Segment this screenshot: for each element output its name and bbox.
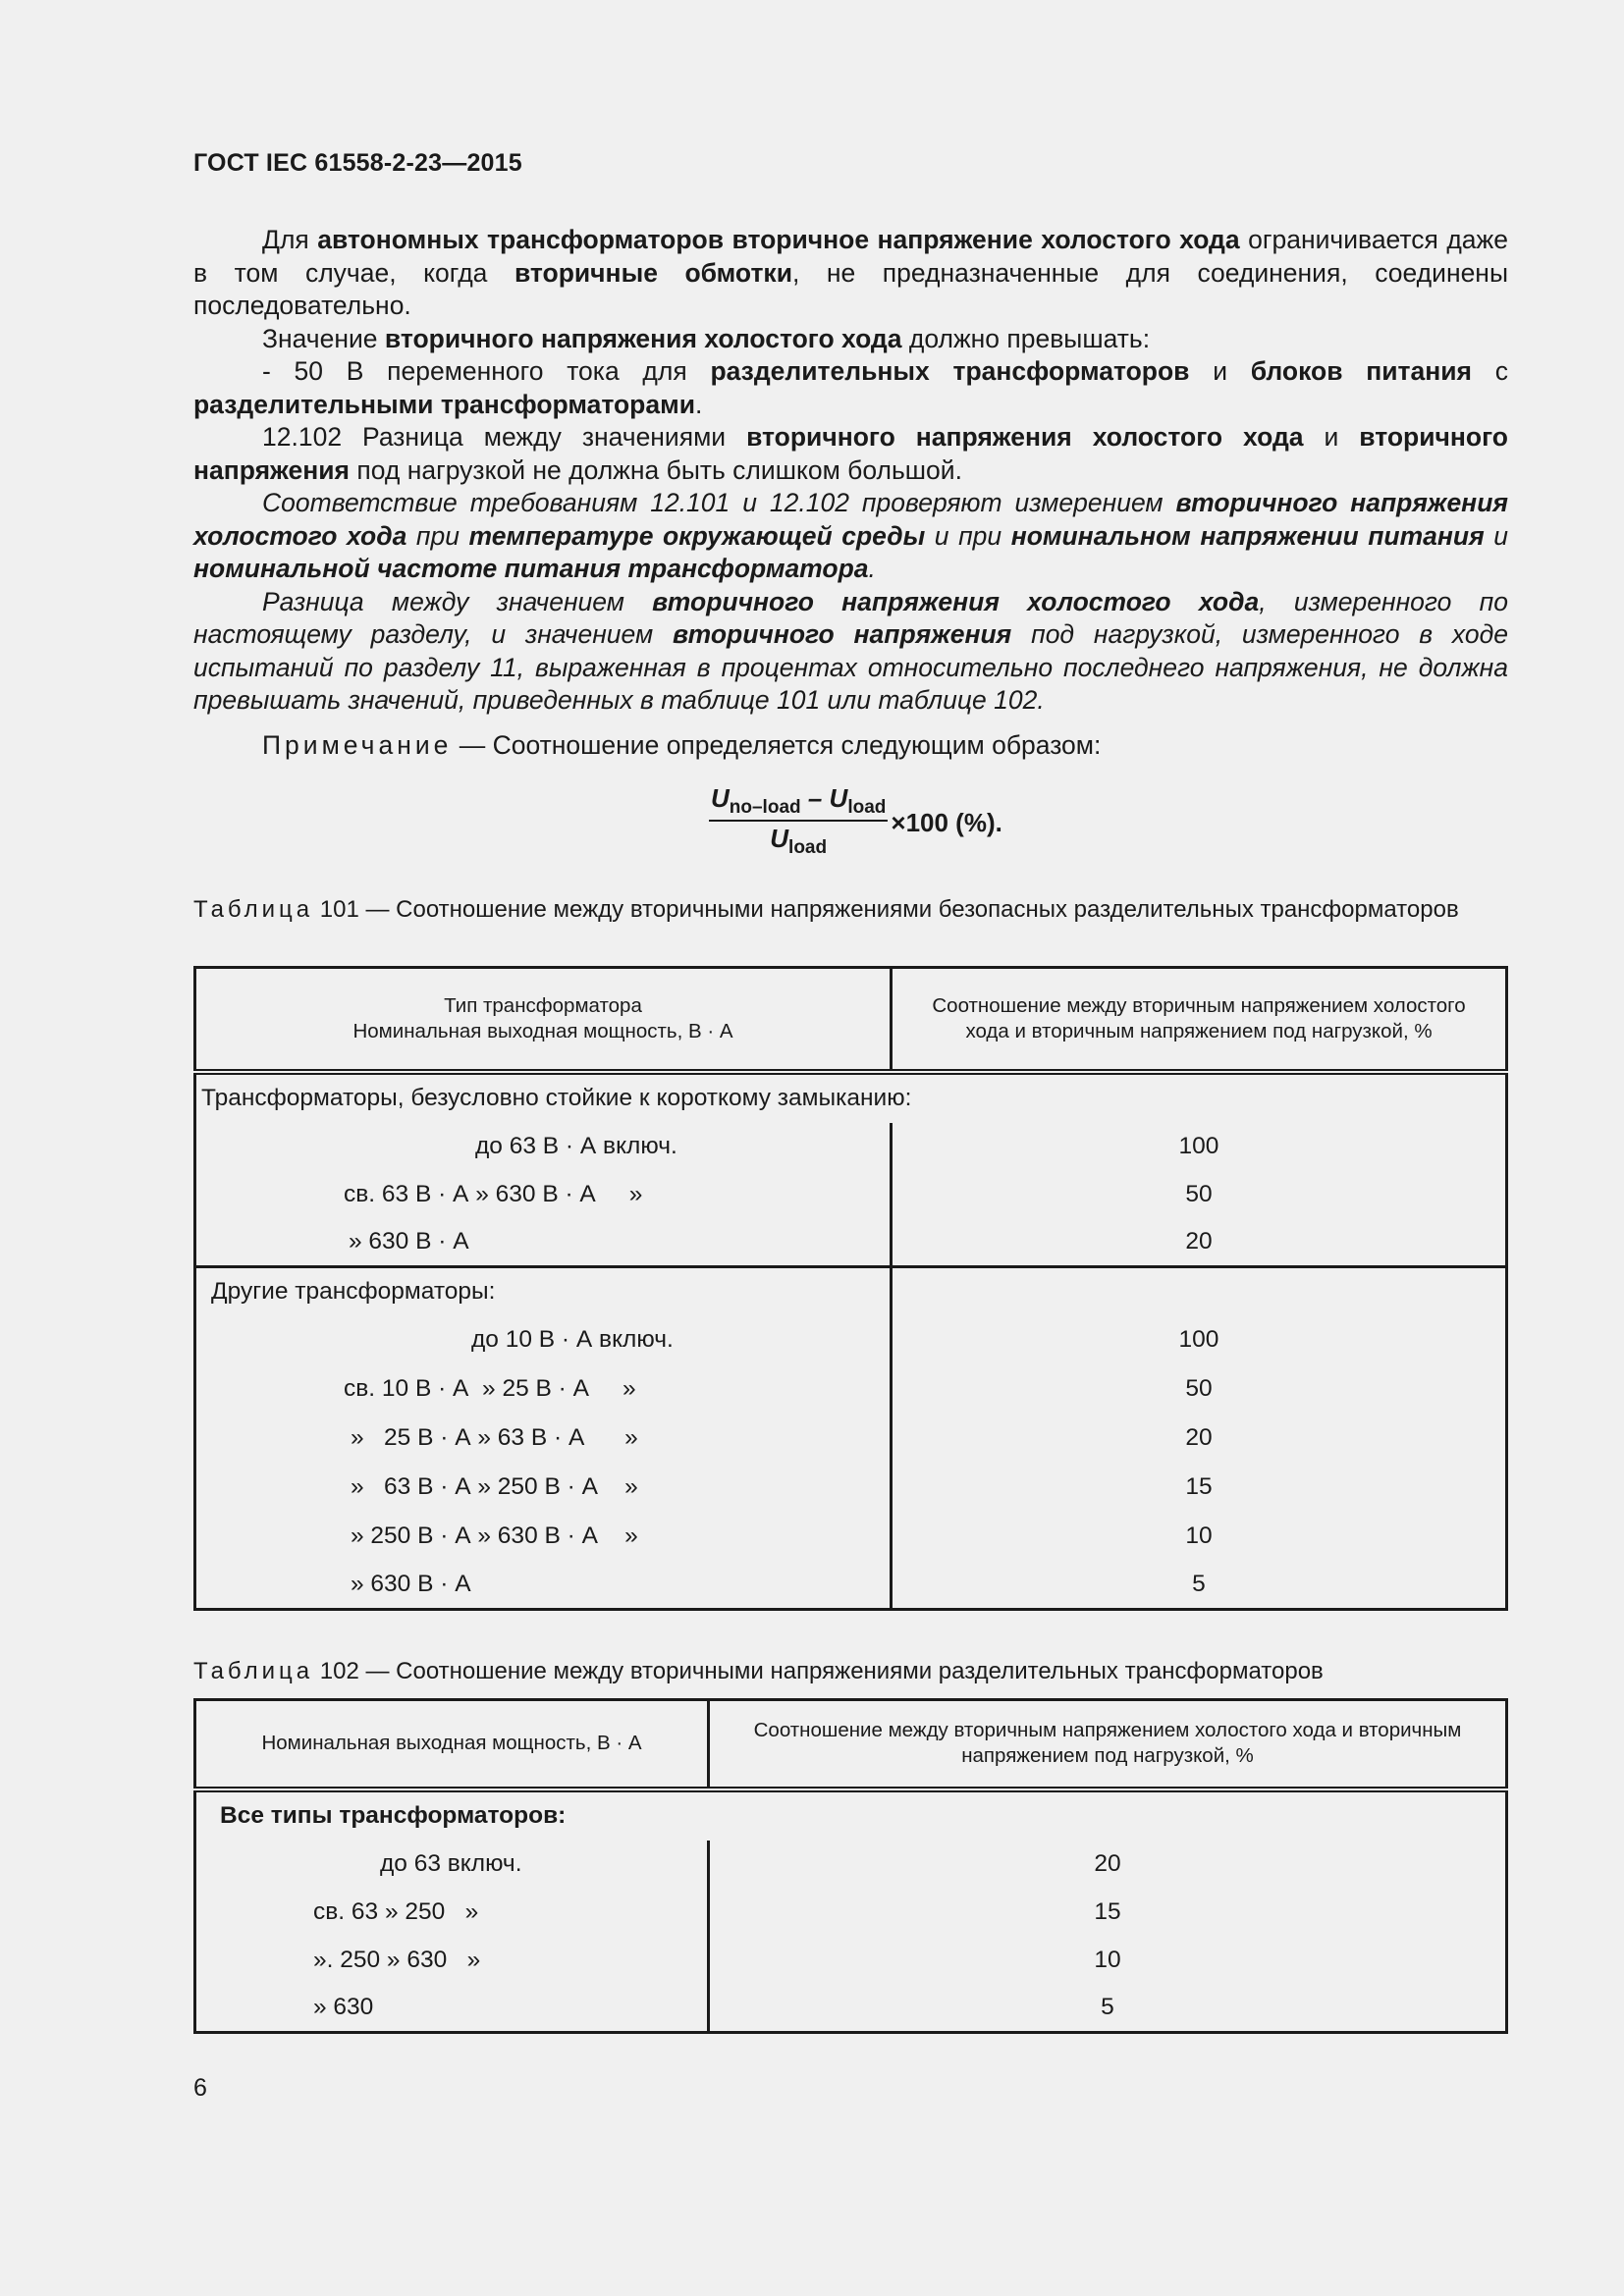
table-102-header-power: Номинальная выходная мощность, В · А	[195, 1700, 709, 1789]
body-text	[193, 224, 1508, 762]
row-label: до 63 В · А включ.	[195, 1123, 892, 1171]
formula-numerator: $U_{no-load} - U_{load}$	[709, 783, 888, 822]
row-label: ». 250 » 630 »	[195, 1937, 709, 1985]
row-value: 10	[1185, 1522, 1213, 1549]
row-label: » 630 В · А	[195, 1561, 892, 1610]
row-label: » 63 В · А » 250 В · А »	[195, 1463, 892, 1512]
table-102-caption: Таблица 102 — Соотношение между вторичными напряжениями разделительных трансформаторов	[193, 1658, 1324, 1684]
note	[193, 729, 1508, 763]
row-label: до 63 включ.	[195, 1841, 709, 1889]
table-101-group-row	[195, 1267, 1507, 1315]
document-header: ГОСТ IEC 61558-2-23—2015	[193, 149, 522, 177]
table-row	[195, 1561, 1507, 1610]
table-102	[193, 1698, 1508, 2034]
row-label: до 10 В · А включ.	[195, 1315, 892, 1364]
table-row	[195, 1219, 1507, 1267]
row-label: » 630	[195, 1985, 709, 2033]
formula-fraction	[709, 783, 888, 859]
row-label: св. 63 » 250 »	[195, 1889, 709, 1937]
note-text: — Соотношение определяется следующим образом:	[452, 729, 1102, 760]
table-102-group-all-types: Все типы трансформаторов:	[220, 1802, 567, 1829]
table-row	[195, 1463, 1507, 1512]
row-value: 50	[1185, 1374, 1213, 1402]
table-row	[195, 1414, 1507, 1463]
row-value: 5	[1101, 1994, 1114, 2021]
table-101-group-other: Другие трансформаторы:	[195, 1267, 892, 1315]
row-label: » 250 В · А » 630 В · А »	[195, 1512, 892, 1561]
page-number: 6	[193, 2074, 207, 2102]
row-value: 15	[1185, 1472, 1213, 1500]
row-value: 20	[1185, 1228, 1213, 1255]
table-101-header-ratio: Соотношение между вторичным напряжением холостого хода и вторичным напряжением под нагрузкой, %	[932, 993, 1466, 1042]
ratio-formula	[709, 783, 1002, 859]
row-value: 5	[1192, 1570, 1206, 1597]
row-value: 10	[1094, 1947, 1121, 1973]
row-value: 100	[1178, 1133, 1219, 1159]
table-101-header-type: Тип трансформатора Номинальная выходная мощность, В · А	[195, 968, 892, 1072]
formula-multiplier: ×100 (%).	[891, 808, 1002, 838]
paragraph-5: Соответствие требованиям 12.101 и 12.102 проверяют измерением вторичного напряжения холостого хода при температуре окружающей среды и при номинальном напряжении питания и номинальной частоте питания трансформатора.	[193, 488, 1508, 583]
table-row	[195, 1364, 1507, 1414]
table-101-group-short-circuit-proof: Трансформаторы, безусловно стойкие к короткому замыканию:	[201, 1085, 912, 1111]
table-row	[195, 1315, 1507, 1364]
table-101-group-row	[195, 1072, 1507, 1123]
table-102-group-row	[195, 1789, 1507, 1841]
paragraph-6: Разница между значением вторичного напряжения холостого хода, измеренного по настоящему разделу, и значением вторичного напряжения под нагрузкой, измеренного в ходе испытаний по разделу 11, выраженная в процентах относительно последнего напряжения, не должна превышать значений, приведенных в таблице 101 или таблице 102.	[193, 586, 1508, 715]
row-value: 100	[1178, 1325, 1219, 1353]
table-102-header-ratio: Соотношение между вторичным напряжением холостого хода и вторичным напряжением под нагрузкой, %	[753, 1719, 1462, 1768]
note-label: Примечание	[262, 729, 453, 760]
paragraph-2: Значение вторичного напряжения холостого хода должно превышать:	[262, 323, 1151, 353]
row-label: » 630 В · А	[195, 1219, 892, 1267]
row-label: св. 10 В · А » 25 В · А »	[195, 1364, 892, 1414]
paragraph-3: - 50 В переменного тока для разделительных трансформаторов и блоков питания с разделительными трансформаторами.	[193, 356, 1508, 419]
table-102-header	[195, 1700, 1507, 1789]
table-row	[195, 1171, 1507, 1219]
table-row	[195, 1985, 1507, 2033]
table-row	[195, 1841, 1507, 1889]
table-101-caption: Таблица 101 — Соотношение между вторичными напряжениями безопасных разделительных трансформаторов	[193, 896, 1459, 923]
formula-denominator: $U_{load}$	[770, 824, 828, 859]
row-label: » 25 В · А » 63 В · А »	[195, 1414, 892, 1463]
table-101-header	[195, 968, 1507, 1072]
row-value: 20	[1185, 1423, 1213, 1451]
table-row	[195, 1937, 1507, 1985]
paragraph-1: Для автономных трансформаторов вторичное напряжение холостого хода ограничивается даже в том случае, когда вторичные обмотки, не предназначенные для соединения, соединены последовательно.	[193, 225, 1509, 320]
table-row	[195, 1512, 1507, 1561]
row-value: 20	[1094, 1850, 1121, 1877]
row-label: св. 63 В · А » 630 В · А »	[195, 1171, 892, 1219]
row-value: 50	[1185, 1181, 1213, 1207]
paragraph-4: 12.102 Разница между значениями вторичного напряжения холостого хода и вторичного напряжения под нагрузкой не должна быть слишком большой.	[193, 422, 1508, 485]
row-value: 15	[1094, 1898, 1121, 1925]
table-101	[193, 966, 1508, 1611]
table-row	[195, 1889, 1507, 1937]
table-row	[195, 1123, 1507, 1171]
